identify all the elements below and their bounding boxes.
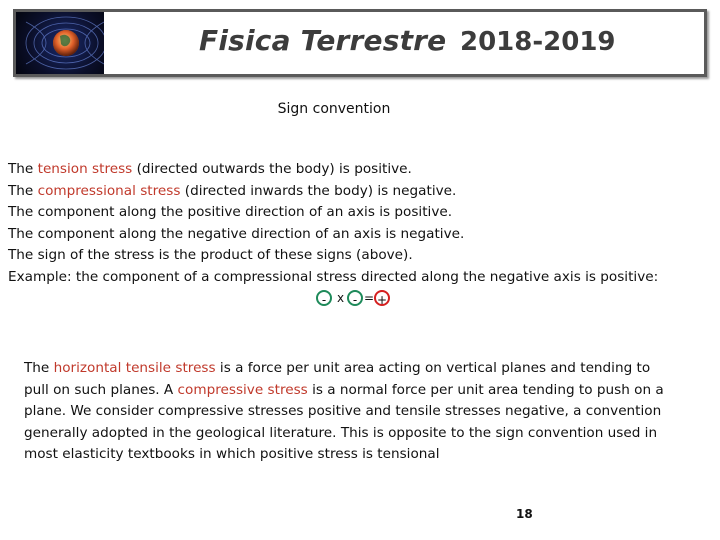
rule-line: Example: the component of a compressional stress directed along the negative axis is positive: xyxy=(8,268,659,285)
paragraph-line: pull on such planes. A compressive stress is a normal force per unit area tending to push on a xyxy=(24,381,664,398)
rule-line: The tension stress (directed outwards the body) is positive. xyxy=(8,161,412,177)
paragraph-line: plane. We consider compressive stresses positive and tensile stresses negative, a convention xyxy=(24,403,662,420)
times-symbol: x xyxy=(337,291,345,305)
course-title: Fisica Terrestre xyxy=(199,24,447,57)
equals-symbol: = xyxy=(364,291,375,305)
academic-year: 2018-2019 xyxy=(460,27,616,57)
earth-magnetic-field-icon xyxy=(16,12,104,74)
sign-rules-list xyxy=(8,159,714,289)
paragraph-line: most elasticity textbooks in which positive stress is tensional xyxy=(24,446,440,463)
explanation-paragraph xyxy=(24,358,708,466)
page-number: 18 xyxy=(516,507,533,521)
paragraph-line: The horizontal tensile stress is a force per unit area acting on vertical planes and tending to xyxy=(24,360,651,376)
rule-line: The compressional stress (directed inwards the body) is negative. xyxy=(8,182,457,199)
minus-sign-circle: - xyxy=(316,290,332,306)
rule-line: The sign of the stress is the product of these signs (above). xyxy=(8,247,413,264)
header-banner xyxy=(13,9,707,77)
rule-line: The component along the positive direction of an axis is positive. xyxy=(8,204,453,221)
plus-sign-circle: + xyxy=(374,290,390,306)
rule-line: The component along the negative direction of an axis is negative. xyxy=(8,225,465,242)
sign-product-formula xyxy=(316,290,396,308)
minus-sign-circle: - xyxy=(347,290,363,306)
paragraph-line: generally adopted in the geological literature. This is opposite to the sign convention used in xyxy=(24,424,658,441)
section-heading: Sign convention xyxy=(277,101,391,117)
